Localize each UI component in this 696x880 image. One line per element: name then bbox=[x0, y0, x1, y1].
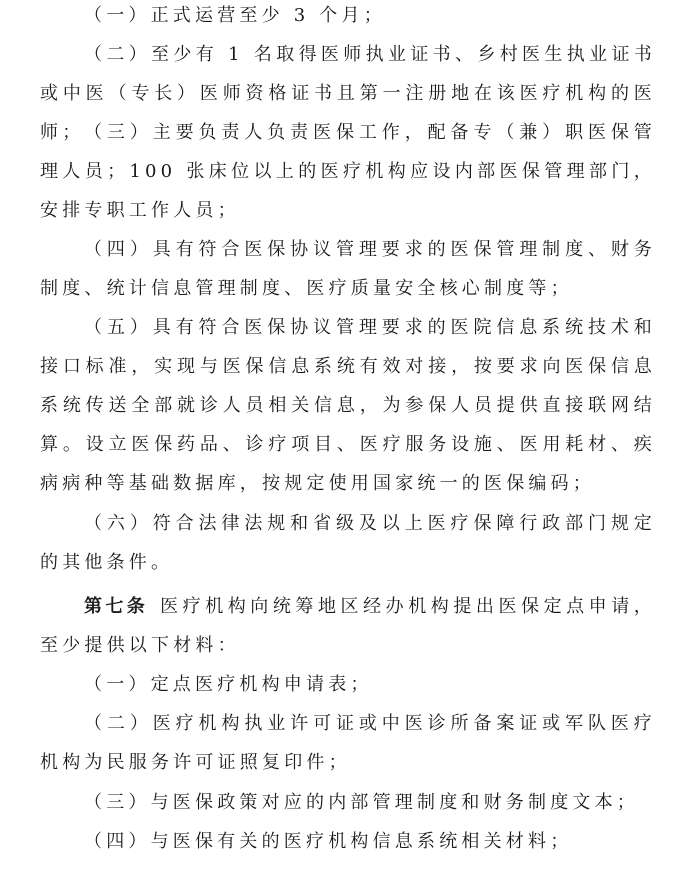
material-1: （一）定点医疗机构申请表； bbox=[84, 674, 373, 695]
article-7 bbox=[0, 587, 696, 665]
article-7-heading: 第七条 bbox=[84, 596, 149, 617]
condition-2: （二）至少有 1 名取得医师执业证书、乡村医生执业证书或中医（专长）医师资格证书且第一注册地在该医疗机构的医师； bbox=[40, 44, 656, 143]
material-4: （四）与医保有关的医疗机构信息系统相关材料； bbox=[84, 831, 573, 852]
condition-3: （三）主要负责人负责医保工作，配备专（兼）职医保管理人员；100 张床位以上的医疗机构应设内部医保管理部门，安排专职工作人员； bbox=[40, 122, 656, 221]
material-2: （二）医疗机构执业许可证或中医诊所备案证或军队医疗机构为民服务许可证照复印件； bbox=[40, 713, 656, 773]
material-3: （三）与医保政策对应的内部管理制度和财务制度文本； bbox=[84, 792, 639, 813]
condition-5: （五）具有符合医保协议管理要求的医院信息系统技术和接口标准，实现与医保信息系统有效对接，按要求向医保信息系统传送全部就诊人员相关信息，为参保人员提供直接联网结算。设立医保药品、诊疗项目、医疗服务设施、医用耗材、疾病病种等基础数据库，按规定使用国家统一的医保编码； bbox=[40, 317, 656, 494]
article-7-text: 医疗机构向统筹地区经办机构提出医保定点申请，至少提供以下材料： bbox=[40, 596, 656, 656]
condition-6: （六）符合法律法规和省级及以上医疗保障行政部门规定的其他条件。 bbox=[40, 513, 656, 573]
condition-4: （四）具有符合医保协议管理要求的医保管理制度、财务制度、统计信息管理制度、医疗质量安全核心制度等； bbox=[40, 239, 656, 299]
condition-1: （一）正式运营至少 3 个月； bbox=[84, 5, 386, 26]
